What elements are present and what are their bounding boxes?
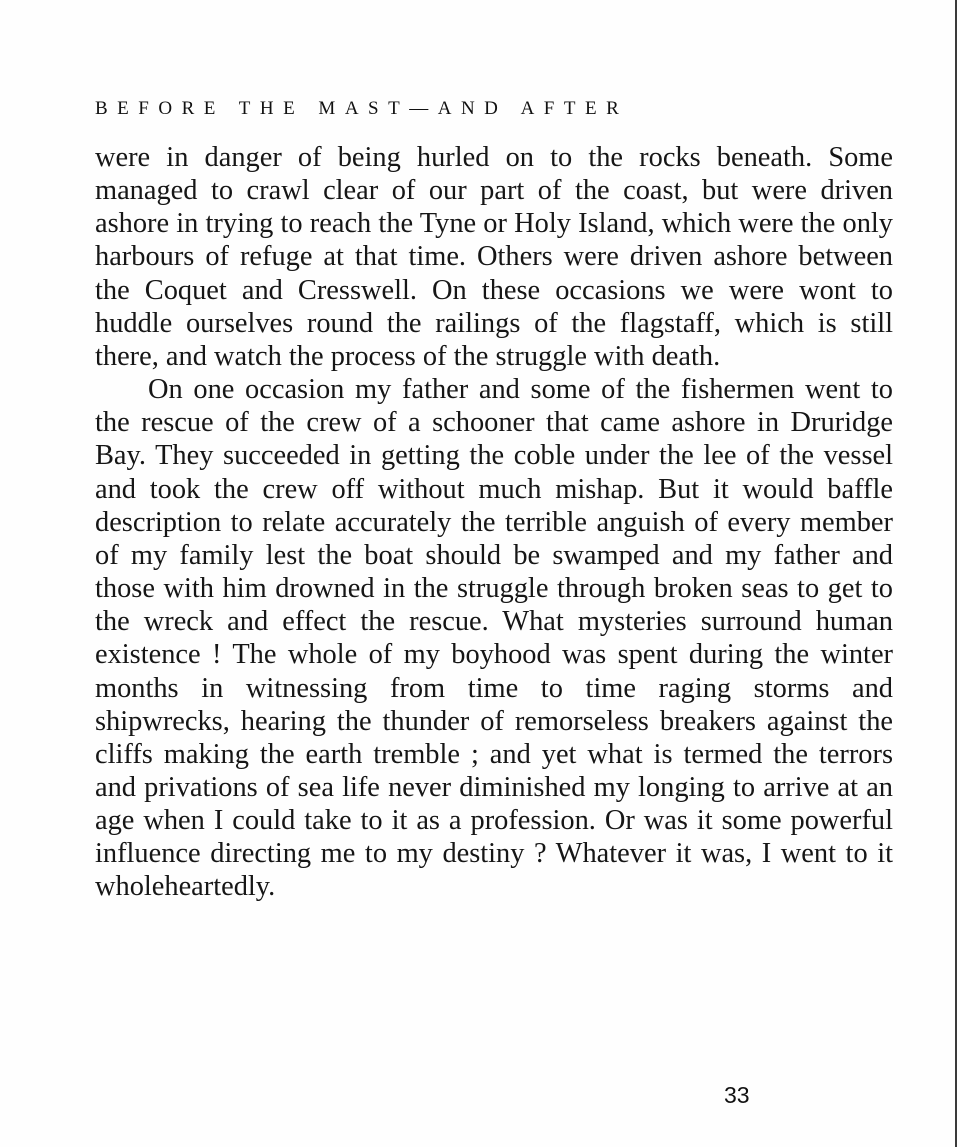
running-head: BEFORE THE MAST—AND AFTER bbox=[95, 98, 629, 119]
paragraph-2: On one occasion my father and some of the fishermen went to the rescue of the crew of a schooner that came ashore in Druridge Bay. They succeeded in getting the coble under the lee of the vessel and took the crew off without much mishap. But it would baffle description to relate accurately the terrible anguish of every member of my family lest the boat should be swamped and my father and those with him drowned in the struggle through broken seas to get to the wreck and effect the rescue. What mysteries surround human existence ! The whole of my boyhood was spent during the winter months in witnessing from time to time raging storms and shipwrecks, hearing the thunder of remorseless breakers against the cliffs making the earth tremble ; and yet what is termed the terrors and privations of sea life never diminished my longing to arrive at an age when I could take to it as a profession. Or was it some powerful influence directing me to my destiny ? Whatever it was, I went to it wholeheartedly. bbox=[95, 374, 893, 903]
paragraph-1: were in danger of being hurled on to the rocks beneath. Some managed to crawl clear of our part of the coast, but were driven ashore in trying to reach the Tyne or Holy Island, which were the only harbours of refuge at that time. Others were driven ashore between the Coquet and Cresswell. On these occasions we were wont to huddle ourselves round the railings of the flagstaff, which is still there, and watch the process of the struggle with death. bbox=[95, 142, 893, 372]
page-edge bbox=[955, 0, 957, 1147]
page-number: 33 bbox=[724, 1082, 750, 1108]
body-text bbox=[95, 141, 893, 904]
